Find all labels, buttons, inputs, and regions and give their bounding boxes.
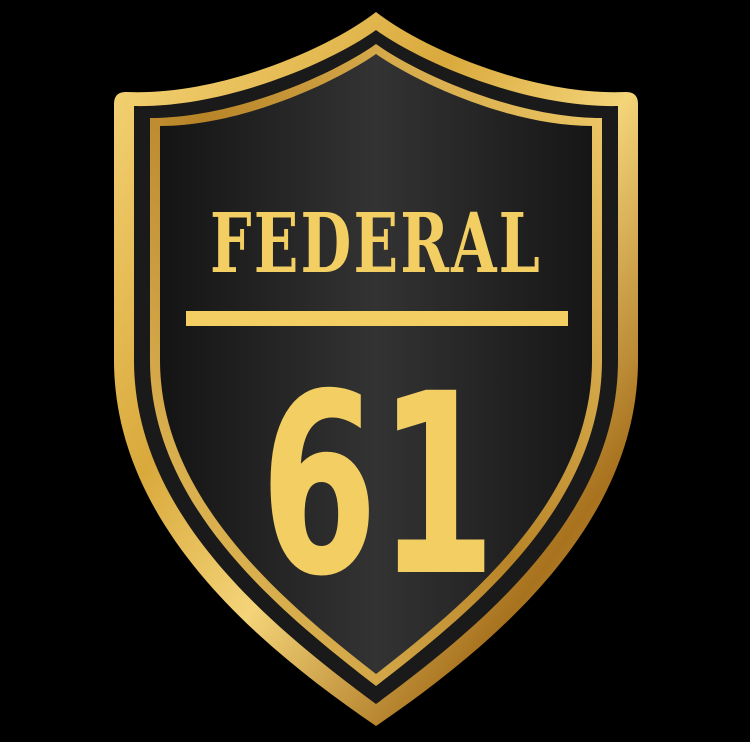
divider-bar — [186, 311, 568, 326]
badge-number: 61 — [260, 340, 496, 631]
badge-word: FEDERAL — [210, 196, 542, 292]
